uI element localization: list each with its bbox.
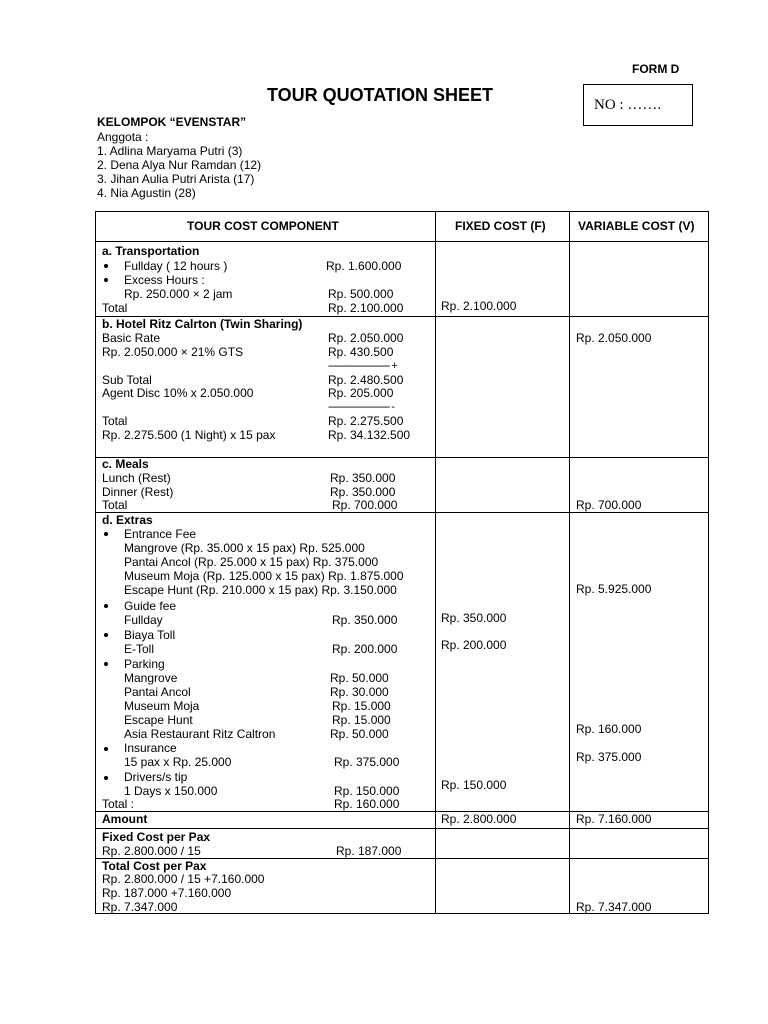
extras-total-label: Total : — [102, 797, 135, 811]
column-header-fixed: FIXED COST (F) — [455, 219, 546, 233]
entrance-item: Pantai Ancol (Rp. 25.000 x 15 pax) Rp. 375.000 — [124, 555, 379, 569]
entrance-item: Museum Moja (Rp. 125.000 x 15 pax) Rp. 1.875.000 — [124, 569, 404, 583]
transport-total-label: Total — [102, 301, 128, 315]
parking-item-value: Rp. 30.000 — [330, 685, 389, 699]
separator-line: ----------------------- - — [328, 401, 394, 413]
hotel-subtotal-value: Rp. 2.480.500 — [328, 373, 404, 387]
row-divider — [95, 241, 709, 242]
driver-tip-label: Drivers/s tip — [124, 770, 188, 784]
parking-item-label: Museum Moja — [124, 699, 200, 713]
parking-item-value: Rp. 50.000 — [330, 671, 389, 685]
column-header-variable: VARIABLE COST (V) — [578, 219, 695, 233]
amount-label: Amount — [102, 812, 148, 826]
parking-item-label: Mangrove — [124, 671, 178, 685]
guide-fixed-cost: Rp. 350.000 — [441, 611, 507, 625]
meals-lunch-value: Rp. 350.000 — [330, 471, 396, 485]
meals-total-value: Rp. 700.000 — [332, 498, 398, 512]
toll-label: Biaya Toll — [124, 628, 176, 642]
parking-item-label: Escape Hunt — [124, 713, 193, 727]
driver-tip-value: Rp. 150.000 — [334, 784, 400, 798]
transport-fullday-value: Rp. 1.600.000 — [326, 259, 402, 273]
toll-value: Rp. 200.000 — [332, 642, 398, 656]
transport-heading: a. Transportation — [102, 244, 200, 258]
entrance-fee-label: Entrance Fee — [124, 527, 197, 541]
member-item: 3. Jihan Aulia Putri Arista (17) — [97, 172, 255, 186]
hotel-basic-value: Rp. 2.050.000 — [328, 331, 404, 345]
transport-excess-calc: Rp. 250.000 × 2 jam — [124, 287, 233, 301]
insurance-value: Rp. 375.000 — [334, 755, 400, 769]
transport-excess-label: Excess Hours : — [124, 273, 205, 287]
transport-fixed-cost: Rp. 2.100.000 — [441, 299, 517, 313]
row-divider — [95, 457, 709, 458]
hotel-night-label: Rp. 2.275.500 (1 Night) x 15 pax — [102, 428, 276, 442]
toll-fixed-cost: Rp. 200.000 — [441, 638, 507, 652]
bullet-icon — [104, 278, 108, 282]
page-title: TOUR QUOTATION SHEET — [267, 85, 494, 105]
amount-variable-cost: Rp. 7.160.000 — [576, 812, 652, 826]
parking-variable-cost: Rp. 160.000 — [576, 722, 642, 736]
driver-fixed-cost: Rp. 150.000 — [441, 778, 507, 792]
bullet-icon — [104, 776, 108, 780]
toll-sub: E-Toll — [124, 642, 155, 656]
table-border-left — [95, 211, 96, 914]
member-item: 4. Nia Agustin (28) — [97, 186, 196, 200]
extras-total-value: Rp. 160.000 — [334, 797, 400, 811]
bullet-icon — [104, 747, 108, 751]
bullet-icon — [104, 662, 108, 666]
total-per-pax-line: Rp. 2.800.000 / 15 +7.160.000 — [102, 872, 265, 886]
members-label: Anggota : — [97, 130, 149, 144]
fixed-per-pax-value: Rp. 187.000 — [336, 844, 402, 858]
meals-total-label: Total — [102, 498, 128, 512]
hotel-total-value: Rp. 2.275.500 — [328, 414, 404, 428]
meals-variable-cost: Rp. 700.000 — [576, 498, 642, 512]
hotel-subtotal-label: Sub Total — [102, 373, 152, 387]
column-divider — [569, 211, 570, 914]
hotel-variable-cost: Rp. 2.050.000 — [576, 331, 652, 345]
hotel-disc-label: Agent Disc 10% x 2.050.000 — [102, 386, 254, 400]
hotel-heading: b. Hotel Ritz Calrton (Twin Sharing) — [102, 317, 303, 331]
transport-total-value: Rp. 2.100.000 — [328, 301, 404, 315]
total-per-pax-line: Rp. 187.000 +7.160.000 — [102, 886, 232, 900]
parking-label: Parking — [124, 657, 165, 671]
total-per-pax-label: Total Cost per Pax — [102, 859, 207, 873]
bullet-icon — [104, 264, 108, 268]
hotel-total-label: Total — [102, 414, 128, 428]
parking-item-value: Rp. 15.000 — [332, 713, 391, 727]
member-item: 1. Adlina Maryama Putri (3) — [97, 144, 243, 158]
number-box — [583, 84, 693, 126]
insurance-variable-cost: Rp. 375.000 — [576, 750, 642, 764]
bullet-icon — [104, 633, 108, 637]
quotation-table — [95, 211, 709, 914]
hotel-basic-label: Basic Rate — [102, 331, 161, 345]
parking-item-value: Rp. 15.000 — [332, 699, 391, 713]
entrance-item: Mangrove (Rp. 35.000 x 15 pax) Rp. 525.000 — [124, 541, 365, 555]
guide-fee-label: Guide fee — [124, 599, 177, 613]
fixed-per-pax-label: Fixed Cost per Pax — [102, 830, 211, 844]
number-label: NO : ……. — [594, 97, 662, 113]
total-per-pax-line: Rp. 7.347.000 — [102, 900, 178, 914]
extras-heading: d. Extras — [102, 513, 153, 527]
insurance-label: Insurance — [124, 741, 177, 755]
amount-fixed-cost: Rp. 2.800.000 — [441, 812, 517, 826]
entrance-variable-cost: Rp. 5.925.000 — [576, 582, 652, 596]
meals-dinner-label: Dinner (Rest) — [102, 485, 174, 499]
bullet-icon — [104, 604, 108, 608]
total-per-pax-variable: Rp. 7.347.000 — [576, 900, 652, 914]
row-divider — [95, 512, 709, 513]
column-header-component: TOUR COST COMPONENT — [187, 219, 339, 233]
member-item: 2. Dena Alya Nur Ramdan (12) — [97, 158, 262, 172]
parking-item-label: Asia Restaurant Ritz Caltron — [124, 727, 276, 741]
entrance-item: Escape Hunt (Rp. 210.000 x 15 pax) Rp. 3.150.000 — [124, 583, 397, 597]
table-border-top — [95, 211, 709, 212]
meals-heading: c. Meals — [102, 457, 149, 471]
driver-tip-calc: 1 Days x 150.000 — [124, 784, 218, 798]
separator-line: ----------------------- + — [328, 360, 397, 372]
fixed-per-pax-calc: Rp. 2.800.000 / 15 — [102, 844, 201, 858]
hotel-night-value: Rp. 34.132.500 — [328, 428, 411, 442]
parking-item-value: Rp. 50.000 — [330, 727, 389, 741]
hotel-gts-value: Rp. 430.500 — [328, 345, 394, 359]
guide-fee-sub: Fullday — [124, 613, 163, 627]
column-divider — [435, 211, 436, 914]
insurance-calc: 15 pax x Rp. 25.000 — [124, 755, 232, 769]
group-name: KELOMPOK “EVENSTAR” — [97, 115, 247, 129]
meals-lunch-label: Lunch (Rest) — [102, 471, 171, 485]
guide-fee-value: Rp. 350.000 — [332, 613, 398, 627]
transport-excess-value: Rp. 500.000 — [328, 287, 394, 301]
table-border-right — [708, 211, 709, 914]
hotel-disc-value: Rp. 205.000 — [328, 386, 394, 400]
bullet-icon — [104, 532, 108, 536]
parking-item-label: Pantai Ancol — [124, 685, 191, 699]
row-divider — [95, 828, 709, 829]
hotel-gts-label: Rp. 2.050.000 × 21% GTS — [102, 345, 244, 359]
meals-dinner-value: Rp. 350.000 — [330, 485, 396, 499]
form-label: FORM D — [632, 62, 680, 76]
transport-fullday-label: Fullday ( 12 hours ) — [124, 259, 228, 273]
